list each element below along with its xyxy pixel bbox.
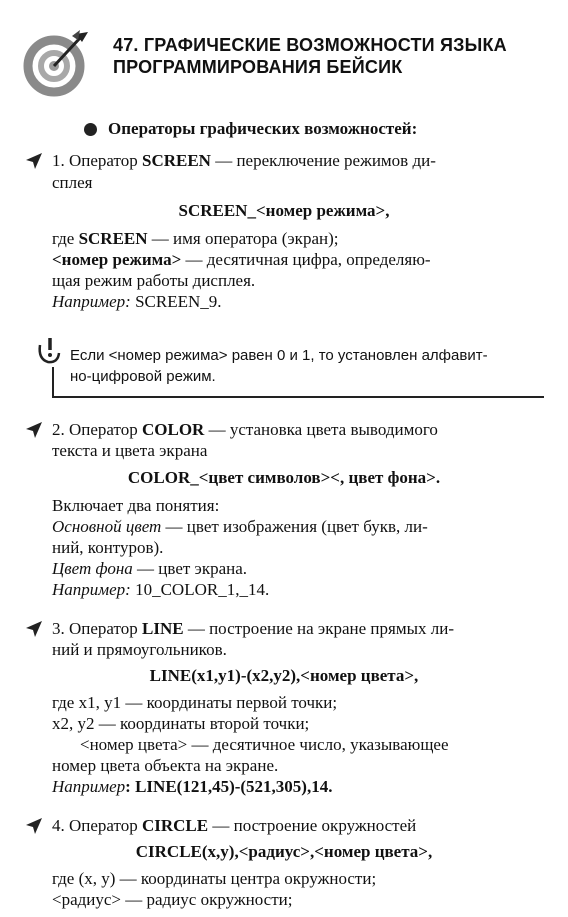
item-3-desc-2: x2, y2 — координаты второй точки; [52, 714, 310, 733]
item-3-intro: 3. Оператор LINE — построение на экране прямых ли- [52, 619, 454, 638]
item-2-example: Например: 10_COLOR_1,_14. [52, 580, 270, 599]
bullet-dot-icon [84, 123, 97, 136]
item-4-intro: 4. Оператор CIRCLE — построение окружностей [52, 816, 417, 835]
item-4-desc-1: где (x, y) — координаты центра окружности; [52, 869, 377, 888]
item-3-example: Например: LINE(121,45)-(521,305),14. [52, 777, 333, 796]
item-2-intro: 2. Оператор COLOR — установка цвета выводимого [52, 420, 438, 439]
item-2-syntax: COLOR_<цвет символов><, цвет фона>. [127, 468, 441, 487]
item-4-desc-2: <радиус> — радиус окружности; [52, 890, 293, 909]
target-dart-icon [20, 28, 92, 100]
item-3-desc-4: номер цвета объекта на экране. [52, 756, 279, 775]
note-line-2: но-цифровой режим. [70, 368, 216, 385]
exclamation-hand-icon [34, 335, 64, 367]
item-1-intro: 1. Оператор SCREEN — переключение режимов ди- [52, 151, 436, 170]
note-line-1: Если <номер режима> равен 0 и 1, то установлен алфавит- [70, 347, 488, 364]
item-2-desc-1: Включает два понятия: [52, 496, 220, 515]
item-2-desc-4: Цвет фона — цвет экрана. [52, 559, 248, 578]
item-3-intro-line2: ний и прямоугольников. [52, 640, 227, 659]
item-1-intro-line2: сплея [52, 173, 93, 192]
page-title-line2: ПРОГРАММИРОВАНИЯ БЕЙСИК [113, 57, 403, 77]
arrow-pointer-icon [24, 151, 44, 171]
item-1-desc-3: щая режим работы дисплея. [52, 271, 256, 290]
item-3-desc-3: <номер цвета> — десятичное число, указывающее [80, 735, 449, 754]
item-2-desc-3: ний, контуров). [52, 538, 164, 557]
note-bottom-rule [52, 396, 544, 398]
item-3-desc-1: где x1, y1 — координаты первой точки; [52, 693, 338, 712]
item-1-syntax: SCREEN_<номер режима>, [178, 201, 390, 220]
section-heading: Операторы графических возможностей: [108, 119, 418, 138]
item-3-syntax: LINE(x1,y1)-(x2,y2),<номер цвета>, [149, 666, 419, 685]
item-1-example: Например: SCREEN_9. [52, 292, 222, 311]
item-4-syntax: CIRCLE(x,y),<радиус>,<номер цвета>, [135, 842, 433, 861]
item-2-desc-2: Основной цвет — цвет изображения (цвет букв, ли- [52, 517, 428, 536]
arrow-pointer-icon [24, 816, 44, 836]
item-1-desc-1: где SCREEN — имя оператора (экран); [52, 229, 339, 248]
arrow-pointer-icon [24, 619, 44, 639]
page-title-line1: 47. ГРАФИЧЕСКИЕ ВОЗМОЖНОСТИ ЯЗЫКА [113, 35, 507, 55]
item-1-desc-2: <номер режима> — десятичная цифра, определяю- [52, 250, 431, 269]
arrow-pointer-icon [24, 420, 44, 440]
note-left-rule [52, 367, 54, 397]
item-2-intro-line2: текста и цвета экрана [52, 441, 208, 460]
